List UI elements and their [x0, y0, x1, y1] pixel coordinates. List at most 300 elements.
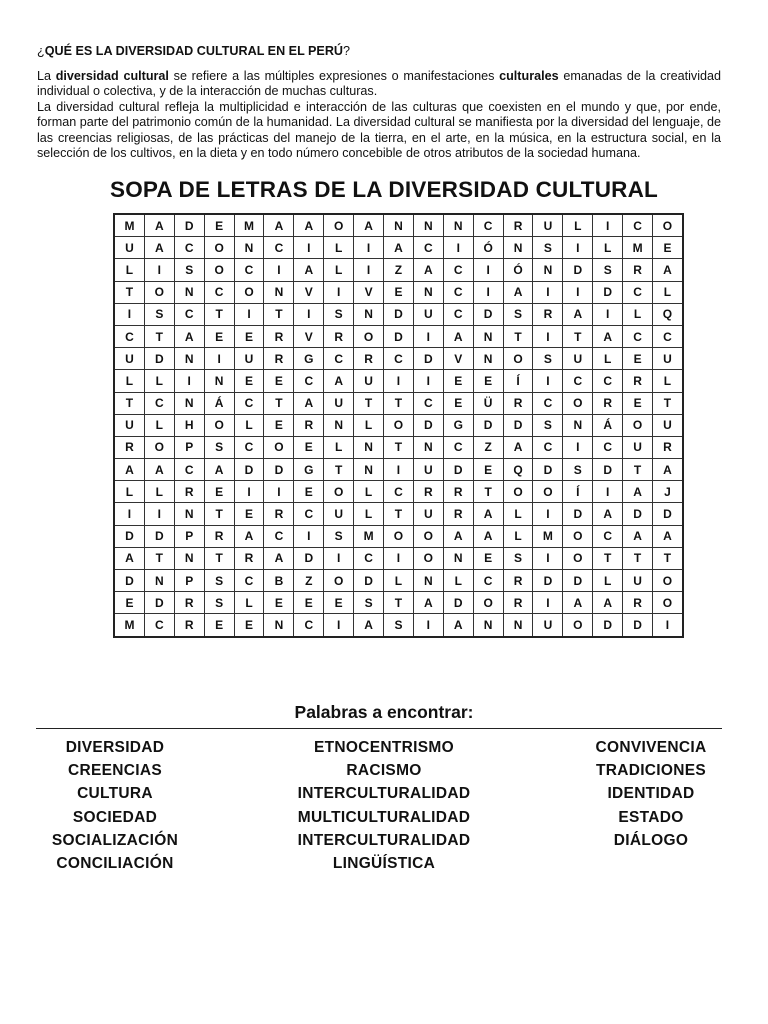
grid-cell[interactable]: U [533, 214, 563, 237]
grid-cell[interactable]: O [413, 547, 443, 569]
grid-cell[interactable]: A [114, 459, 144, 481]
grid-cell[interactable]: C [443, 281, 473, 303]
grid-cell[interactable]: L [623, 303, 653, 325]
grid-cell[interactable]: A [174, 325, 204, 347]
grid-cell[interactable]: R [593, 392, 623, 414]
grid-cell[interactable]: U [623, 436, 653, 458]
grid-cell[interactable]: B [264, 570, 294, 592]
grid-cell[interactable]: U [563, 348, 593, 370]
grid-cell[interactable]: I [114, 503, 144, 525]
grid-cell[interactable]: L [324, 259, 354, 281]
grid-cell[interactable]: D [563, 259, 593, 281]
grid-cell[interactable]: D [264, 459, 294, 481]
grid-cell[interactable]: A [563, 303, 593, 325]
grid-cell[interactable]: A [384, 237, 414, 259]
grid-cell[interactable]: I [653, 614, 683, 637]
grid-cell[interactable]: A [413, 592, 443, 614]
grid-cell[interactable]: A [593, 325, 623, 347]
grid-cell[interactable]: D [114, 525, 144, 547]
grid-cell[interactable]: D [503, 414, 533, 436]
grid-cell[interactable]: E [234, 325, 264, 347]
grid-cell[interactable]: S [533, 237, 563, 259]
grid-cell[interactable]: M [114, 614, 144, 637]
grid-cell[interactable]: C [114, 325, 144, 347]
grid-cell[interactable]: N [413, 214, 443, 237]
grid-cell[interactable]: N [563, 414, 593, 436]
grid-cell[interactable]: R [623, 259, 653, 281]
grid-cell[interactable]: I [294, 237, 324, 259]
grid-cell[interactable]: E [473, 459, 503, 481]
grid-cell[interactable]: D [593, 459, 623, 481]
grid-cell[interactable]: U [413, 459, 443, 481]
grid-cell[interactable]: R [443, 503, 473, 525]
grid-cell[interactable]: T [384, 392, 414, 414]
grid-cell[interactable]: L [354, 503, 384, 525]
grid-cell[interactable]: A [443, 325, 473, 347]
grid-cell[interactable]: G [294, 348, 324, 370]
grid-cell[interactable]: D [593, 614, 623, 637]
grid-cell[interactable]: N [264, 614, 294, 637]
grid-cell[interactable]: E [294, 436, 324, 458]
grid-cell[interactable]: N [174, 392, 204, 414]
grid-cell[interactable]: A [144, 214, 174, 237]
grid-cell[interactable]: S [503, 547, 533, 569]
grid-cell[interactable]: C [623, 214, 653, 237]
grid-cell[interactable]: U [324, 392, 354, 414]
grid-cell[interactable]: C [294, 503, 324, 525]
grid-cell[interactable]: T [354, 392, 384, 414]
grid-cell[interactable]: D [443, 459, 473, 481]
grid-cell[interactable]: Á [204, 392, 234, 414]
grid-cell[interactable]: R [264, 325, 294, 347]
grid-cell[interactable]: O [144, 436, 174, 458]
grid-cell[interactable]: T [593, 547, 623, 569]
grid-cell[interactable]: O [653, 592, 683, 614]
grid-cell[interactable]: C [234, 570, 264, 592]
grid-cell[interactable]: R [174, 614, 204, 637]
grid-cell[interactable]: N [413, 281, 443, 303]
grid-cell[interactable]: V [294, 281, 324, 303]
grid-cell[interactable]: S [593, 259, 623, 281]
grid-cell[interactable]: A [473, 503, 503, 525]
grid-cell[interactable]: N [204, 370, 234, 392]
grid-cell[interactable]: I [533, 547, 563, 569]
grid-cell[interactable]: N [174, 547, 204, 569]
grid-cell[interactable]: C [443, 259, 473, 281]
grid-cell[interactable]: C [174, 459, 204, 481]
grid-cell[interactable]: L [653, 370, 683, 392]
grid-cell[interactable]: O [324, 214, 354, 237]
grid-cell[interactable]: E [473, 370, 503, 392]
grid-cell[interactable]: E [204, 214, 234, 237]
grid-cell[interactable]: C [623, 325, 653, 347]
grid-cell[interactable]: I [144, 259, 174, 281]
grid-cell[interactable]: A [623, 481, 653, 503]
grid-cell[interactable]: O [623, 414, 653, 436]
grid-cell[interactable]: S [354, 592, 384, 614]
grid-cell[interactable]: S [503, 303, 533, 325]
grid-cell[interactable]: V [294, 325, 324, 347]
grid-cell[interactable]: O [563, 614, 593, 637]
grid-cell[interactable]: M [114, 214, 144, 237]
grid-cell[interactable]: S [324, 525, 354, 547]
grid-cell[interactable]: C [234, 259, 264, 281]
grid-cell[interactable]: L [114, 259, 144, 281]
grid-cell[interactable]: D [653, 503, 683, 525]
grid-cell[interactable]: A [324, 370, 354, 392]
grid-cell[interactable]: A [563, 592, 593, 614]
grid-cell[interactable]: E [294, 592, 324, 614]
grid-cell[interactable]: C [443, 303, 473, 325]
grid-cell[interactable]: U [114, 348, 144, 370]
grid-cell[interactable]: E [234, 503, 264, 525]
grid-cell[interactable]: C [563, 370, 593, 392]
grid-cell[interactable]: D [413, 414, 443, 436]
grid-cell[interactable]: R [354, 348, 384, 370]
grid-cell[interactable]: E [264, 592, 294, 614]
grid-cell[interactable]: S [204, 570, 234, 592]
grid-cell[interactable]: Á [593, 414, 623, 436]
grid-cell[interactable]: R [443, 481, 473, 503]
grid-cell[interactable]: D [473, 414, 503, 436]
grid-cell[interactable]: L [503, 503, 533, 525]
grid-cell[interactable]: I [264, 481, 294, 503]
grid-cell[interactable]: Z [384, 259, 414, 281]
grid-cell[interactable]: N [503, 614, 533, 637]
grid-cell[interactable]: N [264, 281, 294, 303]
grid-cell[interactable]: I [533, 370, 563, 392]
grid-cell[interactable]: L [593, 570, 623, 592]
grid-cell[interactable]: D [144, 592, 174, 614]
grid-cell[interactable]: E [234, 614, 264, 637]
grid-cell[interactable]: I [563, 436, 593, 458]
grid-cell[interactable]: L [144, 481, 174, 503]
grid-cell[interactable]: C [174, 237, 204, 259]
grid-cell[interactable]: O [563, 392, 593, 414]
grid-cell[interactable]: N [473, 348, 503, 370]
grid-cell[interactable]: C [593, 370, 623, 392]
grid-cell[interactable]: T [264, 303, 294, 325]
grid-cell[interactable]: S [174, 259, 204, 281]
grid-cell[interactable]: R [264, 503, 294, 525]
grid-cell[interactable]: Q [503, 459, 533, 481]
grid-cell[interactable]: N [324, 414, 354, 436]
grid-cell[interactable]: T [144, 325, 174, 347]
grid-cell[interactable]: I [384, 459, 414, 481]
grid-cell[interactable]: E [114, 592, 144, 614]
grid-cell[interactable]: P [174, 525, 204, 547]
grid-cell[interactable]: O [144, 281, 174, 303]
grid-cell[interactable]: T [384, 436, 414, 458]
grid-cell[interactable]: R [204, 525, 234, 547]
grid-cell[interactable]: I [294, 525, 324, 547]
grid-cell[interactable]: G [294, 459, 324, 481]
grid-cell[interactable]: A [234, 525, 264, 547]
grid-cell[interactable]: Ó [503, 259, 533, 281]
grid-cell[interactable]: A [264, 214, 294, 237]
grid-cell[interactable]: O [384, 525, 414, 547]
grid-cell[interactable]: O [204, 237, 234, 259]
grid-cell[interactable]: S [533, 348, 563, 370]
grid-cell[interactable]: L [593, 237, 623, 259]
grid-cell[interactable]: L [354, 414, 384, 436]
grid-cell[interactable]: R [503, 592, 533, 614]
grid-cell[interactable]: E [443, 370, 473, 392]
grid-cell[interactable]: T [114, 281, 144, 303]
grid-cell[interactable]: I [294, 303, 324, 325]
grid-cell[interactable]: C [294, 614, 324, 637]
grid-cell[interactable]: C [533, 392, 563, 414]
grid-cell[interactable]: C [324, 348, 354, 370]
grid-cell[interactable]: R [264, 348, 294, 370]
grid-cell[interactable]: R [503, 570, 533, 592]
grid-cell[interactable]: A [653, 525, 683, 547]
grid-cell[interactable]: U [413, 303, 443, 325]
grid-cell[interactable]: M [354, 525, 384, 547]
grid-cell[interactable]: C [144, 614, 174, 637]
grid-cell[interactable]: N [473, 325, 503, 347]
grid-cell[interactable]: D [354, 570, 384, 592]
grid-cell[interactable]: O [653, 214, 683, 237]
grid-cell[interactable]: O [264, 436, 294, 458]
grid-cell[interactable]: C [623, 281, 653, 303]
grid-cell[interactable]: S [563, 459, 593, 481]
grid-cell[interactable]: R [503, 214, 533, 237]
grid-cell[interactable]: L [443, 570, 473, 592]
grid-cell[interactable]: N [174, 348, 204, 370]
grid-cell[interactable]: D [384, 303, 414, 325]
grid-cell[interactable]: C [144, 392, 174, 414]
grid-cell[interactable]: I [563, 281, 593, 303]
grid-cell[interactable]: N [384, 214, 414, 237]
grid-cell[interactable]: R [503, 392, 533, 414]
grid-cell[interactable]: C [204, 281, 234, 303]
grid-cell[interactable]: M [623, 237, 653, 259]
grid-cell[interactable]: O [473, 592, 503, 614]
grid-cell[interactable]: R [623, 592, 653, 614]
grid-cell[interactable]: G [443, 414, 473, 436]
grid-cell[interactable]: U [533, 614, 563, 637]
grid-cell[interactable]: Z [294, 570, 324, 592]
grid-cell[interactable]: O [324, 570, 354, 592]
grid-cell[interactable]: C [413, 392, 443, 414]
grid-cell[interactable]: T [204, 503, 234, 525]
grid-cell[interactable]: E [204, 614, 234, 637]
grid-cell[interactable]: A [114, 547, 144, 569]
grid-cell[interactable]: A [653, 259, 683, 281]
grid-cell[interactable]: C [533, 436, 563, 458]
grid-cell[interactable]: Í [503, 370, 533, 392]
grid-cell[interactable]: Í [563, 481, 593, 503]
grid-cell[interactable]: O [384, 414, 414, 436]
grid-cell[interactable]: I [354, 259, 384, 281]
grid-cell[interactable]: E [264, 370, 294, 392]
grid-cell[interactable]: R [623, 370, 653, 392]
grid-cell[interactable]: C [593, 525, 623, 547]
grid-cell[interactable]: D [593, 281, 623, 303]
grid-cell[interactable]: C [354, 547, 384, 569]
grid-cell[interactable]: O [533, 481, 563, 503]
grid-cell[interactable]: E [384, 281, 414, 303]
grid-cell[interactable]: E [653, 237, 683, 259]
grid-cell[interactable]: T [114, 392, 144, 414]
grid-cell[interactable]: I [413, 370, 443, 392]
grid-cell[interactable]: D [623, 614, 653, 637]
grid-cell[interactable]: A [144, 459, 174, 481]
grid-cell[interactable]: J [653, 481, 683, 503]
grid-cell[interactable]: Ü [473, 392, 503, 414]
grid-cell[interactable]: N [443, 547, 473, 569]
grid-cell[interactable]: R [114, 436, 144, 458]
grid-cell[interactable]: T [264, 392, 294, 414]
grid-cell[interactable]: Z [473, 436, 503, 458]
grid-cell[interactable]: R [653, 436, 683, 458]
grid-cell[interactable]: I [563, 237, 593, 259]
grid-cell[interactable]: O [324, 481, 354, 503]
grid-cell[interactable]: L [384, 570, 414, 592]
grid-cell[interactable]: D [174, 214, 204, 237]
grid-cell[interactable]: O [234, 281, 264, 303]
grid-cell[interactable]: I [234, 481, 264, 503]
grid-cell[interactable]: C [413, 237, 443, 259]
grid-cell[interactable]: L [653, 281, 683, 303]
grid-cell[interactable]: L [503, 525, 533, 547]
grid-cell[interactable]: R [234, 547, 264, 569]
grid-cell[interactable]: N [354, 303, 384, 325]
grid-cell[interactable]: T [473, 481, 503, 503]
grid-cell[interactable]: C [384, 481, 414, 503]
grid-cell[interactable]: U [354, 370, 384, 392]
grid-cell[interactable]: A [413, 259, 443, 281]
grid-cell[interactable]: R [174, 592, 204, 614]
grid-cell[interactable]: E [623, 392, 653, 414]
grid-cell[interactable]: I [204, 348, 234, 370]
grid-cell[interactable]: I [264, 259, 294, 281]
grid-cell[interactable]: I [593, 481, 623, 503]
grid-cell[interactable]: C [294, 370, 324, 392]
grid-cell[interactable]: T [653, 547, 683, 569]
grid-cell[interactable]: R [413, 481, 443, 503]
grid-cell[interactable]: V [443, 348, 473, 370]
grid-cell[interactable]: L [234, 592, 264, 614]
grid-cell[interactable]: L [324, 237, 354, 259]
grid-cell[interactable]: U [413, 503, 443, 525]
grid-cell[interactable]: D [473, 303, 503, 325]
grid-cell[interactable]: A [653, 459, 683, 481]
grid-cell[interactable]: T [144, 547, 174, 569]
grid-cell[interactable]: R [533, 303, 563, 325]
grid-cell[interactable]: C [384, 348, 414, 370]
grid-cell[interactable]: N [234, 237, 264, 259]
grid-cell[interactable]: N [174, 503, 204, 525]
grid-cell[interactable]: D [234, 459, 264, 481]
grid-cell[interactable]: E [443, 392, 473, 414]
grid-cell[interactable]: O [204, 414, 234, 436]
grid-cell[interactable]: D [413, 348, 443, 370]
grid-cell[interactable]: P [174, 436, 204, 458]
grid-cell[interactable]: A [204, 459, 234, 481]
grid-cell[interactable]: D [384, 325, 414, 347]
grid-cell[interactable]: C [653, 325, 683, 347]
grid-cell[interactable]: U [653, 414, 683, 436]
grid-cell[interactable]: A [473, 525, 503, 547]
grid-cell[interactable]: D [533, 570, 563, 592]
grid-cell[interactable]: L [354, 481, 384, 503]
grid-cell[interactable]: C [593, 436, 623, 458]
grid-cell[interactable]: O [204, 259, 234, 281]
grid-cell[interactable]: N [533, 259, 563, 281]
grid-cell[interactable]: I [174, 370, 204, 392]
grid-cell[interactable]: L [324, 436, 354, 458]
grid-cell[interactable]: I [473, 259, 503, 281]
grid-cell[interactable]: C [443, 436, 473, 458]
grid-cell[interactable]: I [384, 547, 414, 569]
grid-cell[interactable]: N [144, 570, 174, 592]
grid-cell[interactable]: I [473, 281, 503, 303]
grid-cell[interactable]: I [533, 592, 563, 614]
grid-cell[interactable]: D [623, 503, 653, 525]
grid-cell[interactable]: O [503, 481, 533, 503]
grid-cell[interactable]: L [234, 414, 264, 436]
grid-cell[interactable]: L [114, 481, 144, 503]
grid-cell[interactable]: Q [653, 303, 683, 325]
grid-cell[interactable]: A [294, 392, 324, 414]
grid-cell[interactable]: I [413, 614, 443, 637]
grid-cell[interactable]: A [443, 614, 473, 637]
grid-cell[interactable]: E [204, 481, 234, 503]
grid-cell[interactable]: D [443, 592, 473, 614]
grid-cell[interactable]: R [294, 414, 324, 436]
grid-cell[interactable]: E [473, 547, 503, 569]
grid-cell[interactable]: T [204, 303, 234, 325]
grid-cell[interactable]: I [384, 370, 414, 392]
grid-cell[interactable]: C [234, 392, 264, 414]
grid-cell[interactable]: I [533, 325, 563, 347]
grid-cell[interactable]: S [204, 436, 234, 458]
grid-cell[interactable]: T [324, 459, 354, 481]
grid-cell[interactable]: R [324, 325, 354, 347]
grid-cell[interactable]: D [563, 503, 593, 525]
grid-cell[interactable]: N [503, 237, 533, 259]
grid-cell[interactable]: S [384, 614, 414, 637]
grid-cell[interactable]: I [533, 281, 563, 303]
grid-cell[interactable]: C [234, 436, 264, 458]
grid-cell[interactable]: C [264, 237, 294, 259]
grid-cell[interactable]: M [234, 214, 264, 237]
grid-cell[interactable]: C [264, 525, 294, 547]
grid-cell[interactable]: H [174, 414, 204, 436]
grid-cell[interactable]: E [294, 481, 324, 503]
grid-cell[interactable]: I [324, 547, 354, 569]
grid-cell[interactable]: T [384, 503, 414, 525]
grid-cell[interactable]: N [174, 281, 204, 303]
grid-cell[interactable]: E [264, 414, 294, 436]
grid-cell[interactable]: O [413, 525, 443, 547]
grid-cell[interactable]: T [563, 325, 593, 347]
grid-cell[interactable]: U [324, 503, 354, 525]
grid-cell[interactable]: A [144, 237, 174, 259]
grid-cell[interactable]: O [653, 570, 683, 592]
grid-cell[interactable]: C [174, 303, 204, 325]
grid-cell[interactable]: D [533, 459, 563, 481]
grid-cell[interactable]: L [593, 348, 623, 370]
grid-cell[interactable]: I [324, 281, 354, 303]
grid-cell[interactable]: D [563, 570, 593, 592]
grid-cell[interactable]: D [114, 570, 144, 592]
grid-cell[interactable]: A [264, 547, 294, 569]
grid-cell[interactable]: C [473, 214, 503, 237]
grid-cell[interactable]: E [204, 325, 234, 347]
